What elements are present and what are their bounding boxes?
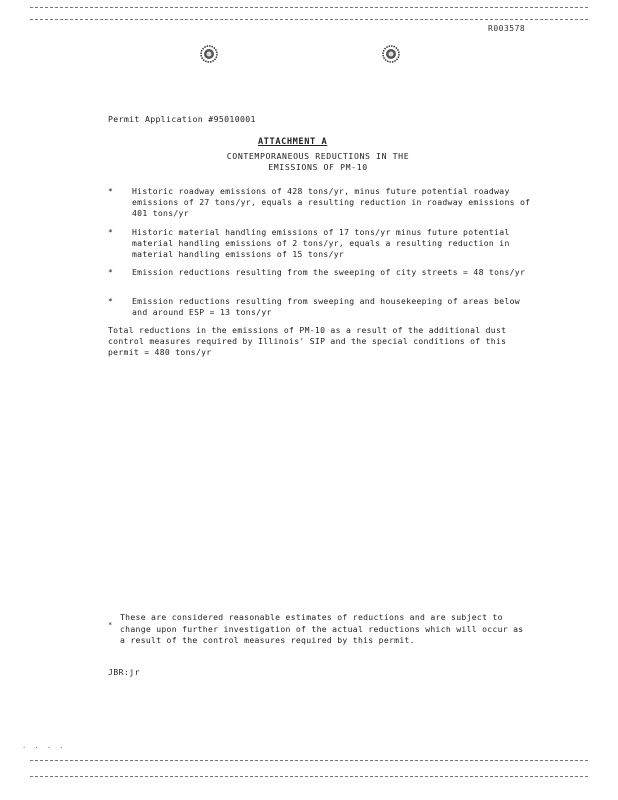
- top-scan-border-line-2: [30, 19, 588, 20]
- bottom-scan-border-line-2: [30, 776, 588, 777]
- footnote-marker: *: [108, 621, 113, 629]
- footnote-text: These are considered reasonable estimates of reductions and are subject to change upon further investigation of the actual reductions which will occur as a result of the control measures required by this permit.: [120, 612, 524, 645]
- reduction-item-material-handling: Historic material handling emissions of 17 tons/yr minus future potential material handling emissions of 2 tons/yr, equals a resulting reduction in material handling emissions of 15 tons/yr: [132, 227, 510, 259]
- document-number: R003578: [488, 24, 526, 33]
- right-seal-icon: [381, 44, 401, 64]
- reduction-item-street-sweeping: Emission reductions resulting from the sweeping of city streets = 48 tons/yr: [132, 267, 526, 277]
- bullet-marker: *: [108, 297, 113, 306]
- scan-artifact-dots: · · · ·: [22, 744, 66, 752]
- attachment-title: ATTACHMENT A: [258, 137, 328, 147]
- reduction-item-esp-housekeeping: Emission reductions resulting from sweeping and housekeeping of areas below and around ESP = 13 tons/yr: [132, 296, 520, 317]
- bullet-marker: *: [108, 268, 113, 277]
- bullet-marker: *: [108, 187, 113, 196]
- total-reductions-paragraph: Total reductions in the emissions of PM-10 as a result of the additional dust control measures required by Illinois' SIP and the special conditions of this permit = 480 tons/yr: [108, 325, 507, 357]
- document-subtitle: CONTEMPORANEOUS REDUCTIONS IN THE EMISSIONS OF PM-10: [226, 151, 410, 172]
- bullet-marker: *: [108, 228, 113, 237]
- bottom-scan-border-line: [30, 760, 588, 761]
- permit-application-line: Permit Application #95010001: [108, 114, 256, 124]
- top-scan-border-line: [30, 7, 588, 8]
- reduction-item-roadway: Historic roadway emissions of 428 tons/yr, minus future potential roadway emissions of 27 tons/yr, equals a resulting reduction in roadway emissions of 401 tons/yr: [132, 186, 531, 218]
- left-seal-icon: [199, 44, 219, 64]
- author-initials: JBR:jr: [108, 668, 140, 677]
